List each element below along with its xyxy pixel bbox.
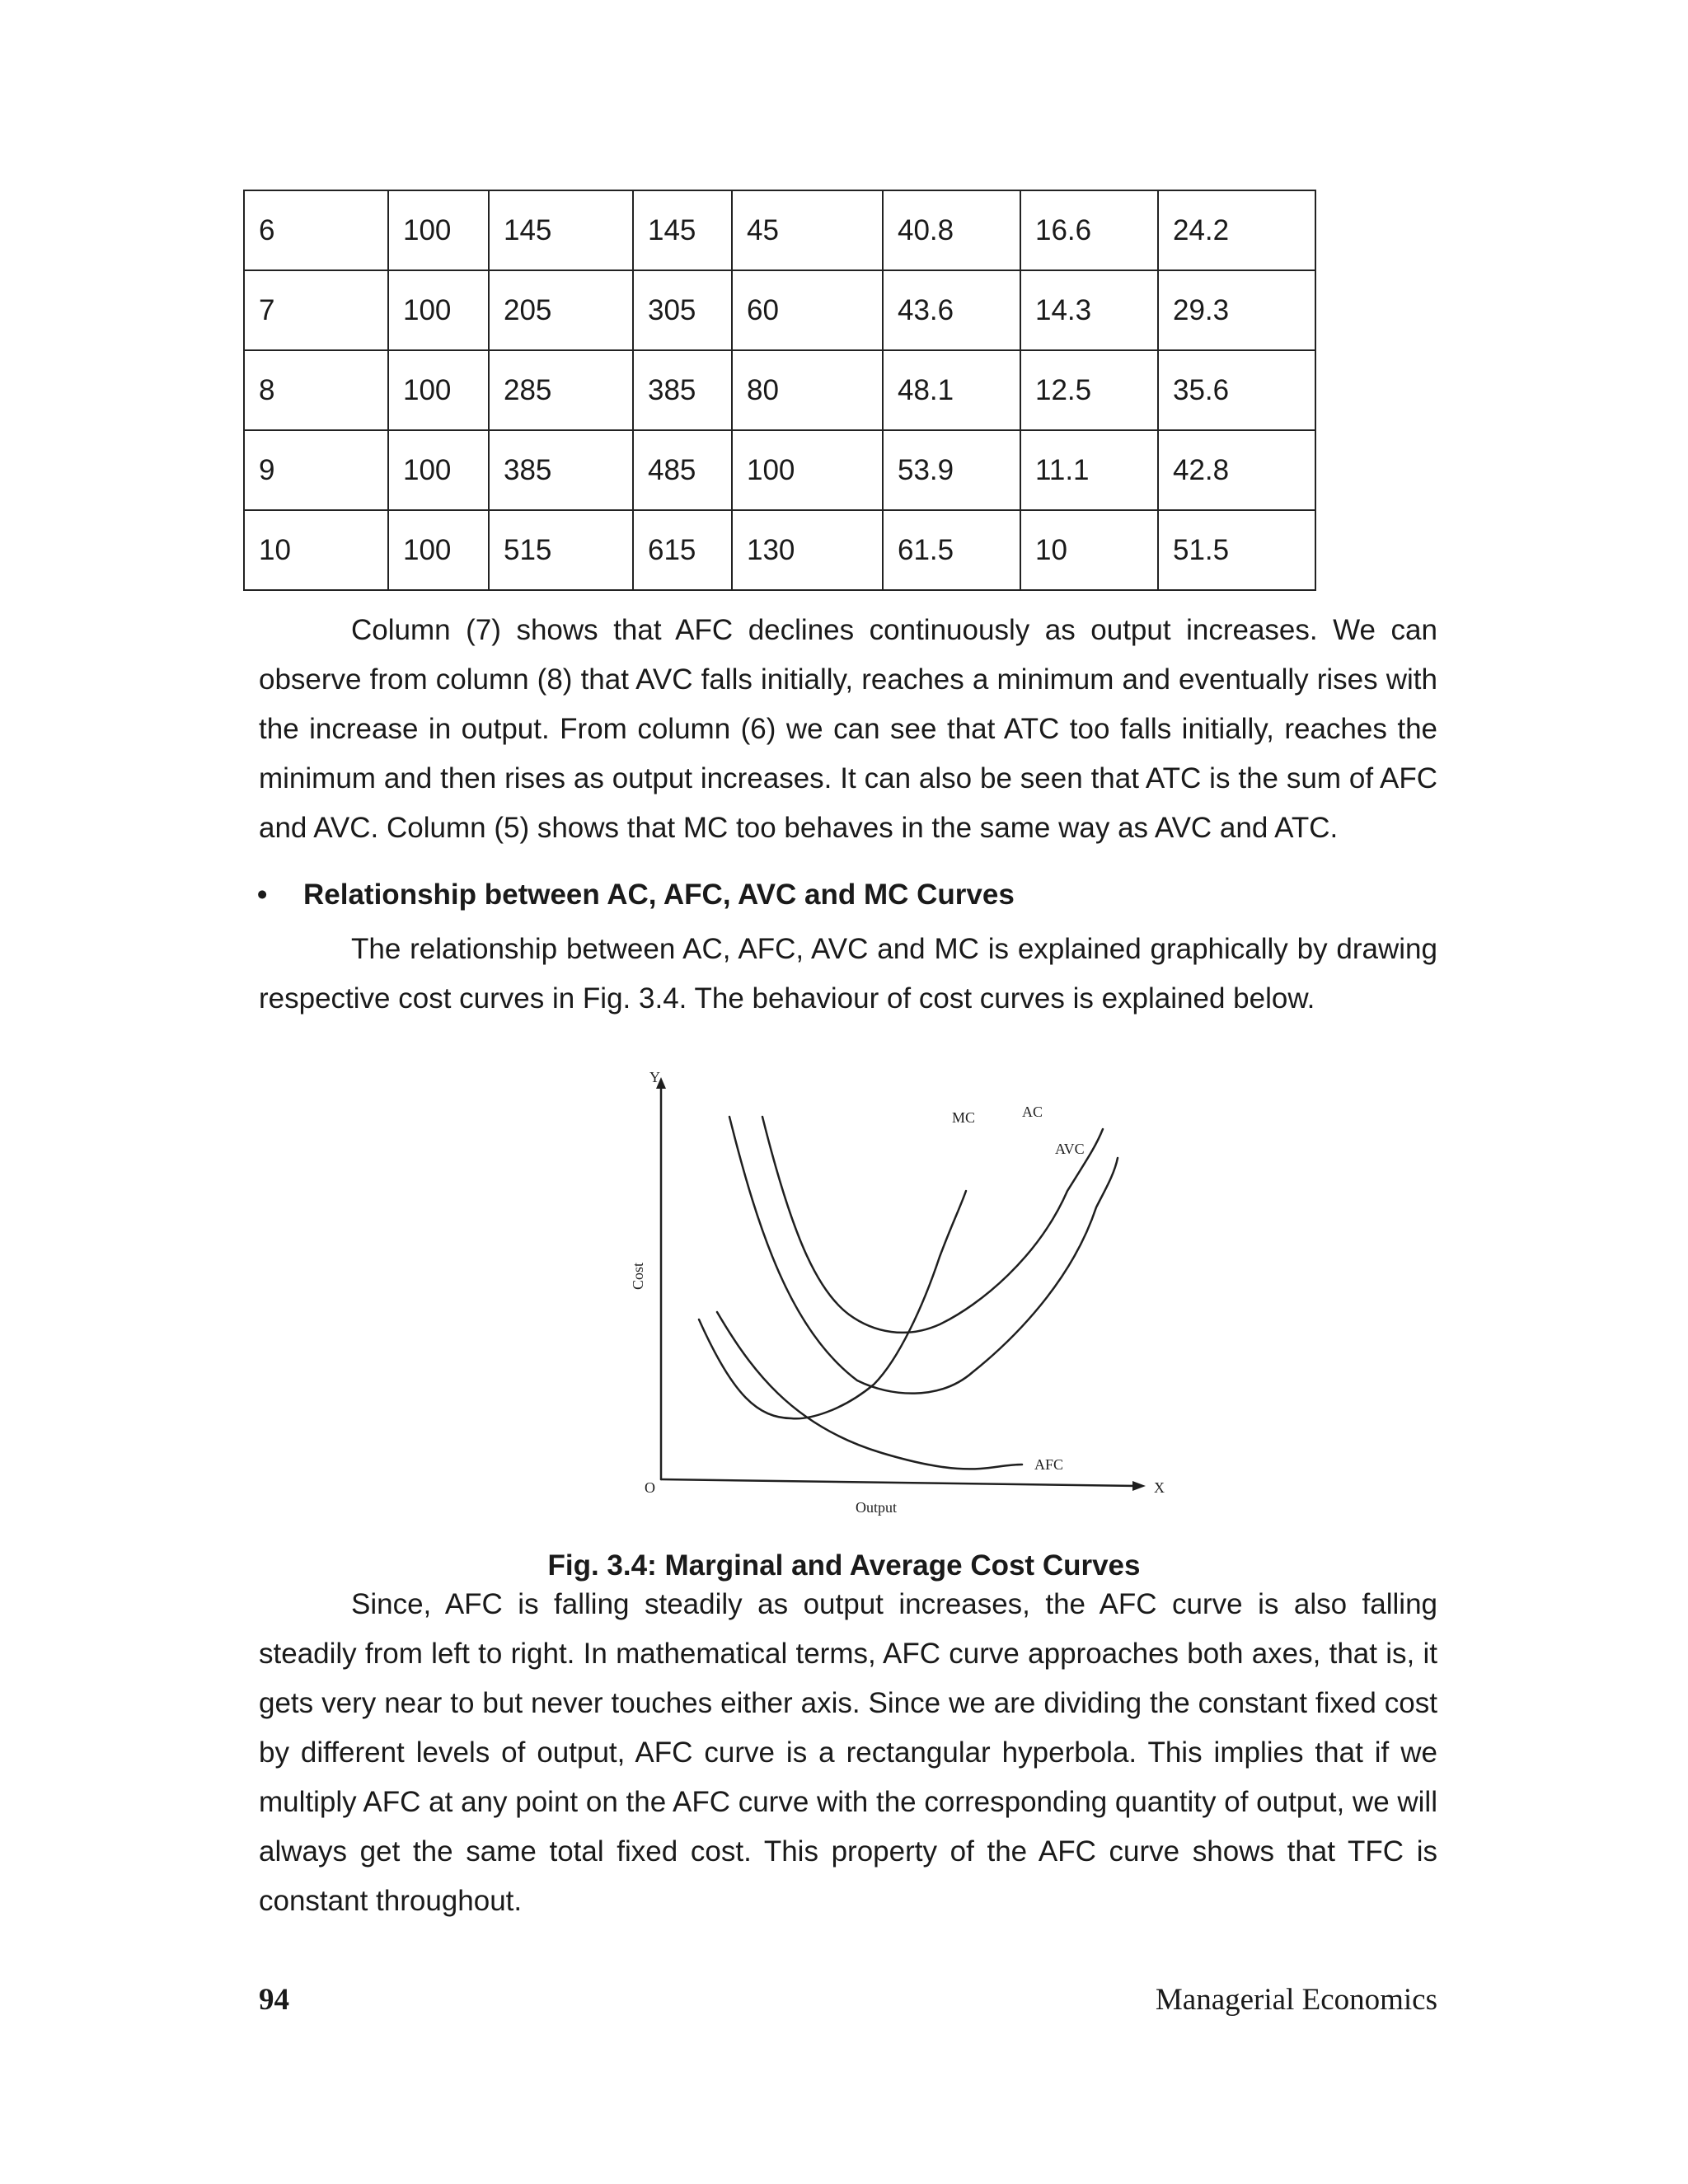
ac-curve-label: AC (1022, 1104, 1043, 1120)
x-axis (661, 1479, 1137, 1486)
table-cell: 385 (489, 430, 633, 510)
paragraph-afc-explanation: Since, AFC is falling steadily as output increases, the AFC curve is also falling steadily from left to right. In mathematical terms, AFC curve approaches both axes, that is, it gets very near to but never touches either axis. Since we are dividing the constant fixed cost by different levels of output, AFC curve is a rectangular hyperbola. This implies that if we multiply AFC at any point on the AFC curve with the corresponding quantity of output, we will always get the same total fixed cost. This property of the AFC curve shows that TFC is constant throughout. (259, 1588, 1437, 1917)
table-cell: 205 (489, 270, 633, 350)
page-number: 94 (259, 1983, 289, 2017)
book-title: Managerial Economics (1155, 1983, 1437, 2017)
table-cell: 43.6 (883, 270, 1020, 350)
table-cell: 6 (244, 190, 388, 270)
mc-curve (729, 1117, 1118, 1394)
table-body (244, 190, 1315, 590)
table-cell: 385 (633, 350, 732, 430)
table-cell: 100 (732, 430, 883, 510)
table-cell: 100 (388, 430, 489, 510)
table-cell: 100 (388, 270, 489, 350)
cost-curves-figure (626, 1067, 1170, 1529)
table-cell: 145 (489, 190, 633, 270)
afc-curve-label: AFC (1034, 1456, 1064, 1473)
table-cell: 45 (732, 190, 883, 270)
table-cell: 100 (388, 190, 489, 270)
table-cell: 48.1 (883, 350, 1020, 430)
afc-curve (717, 1312, 1022, 1469)
cost-curves-diagram (626, 1067, 1170, 1529)
figure-caption: Fig. 3.4: Marginal and Average Cost Curves (547, 1549, 1141, 1582)
table-cell: 29.3 (1158, 270, 1315, 350)
table-cell: 145 (633, 190, 732, 270)
table-cell: 285 (489, 350, 633, 430)
table-cell: 8 (244, 350, 388, 430)
table-cell: 51.5 (1158, 510, 1315, 590)
y-axis-title: Cost (630, 1262, 646, 1290)
table-cell: 515 (489, 510, 633, 590)
table-cell: 80 (732, 350, 883, 430)
table-cell: 24.2 (1158, 190, 1315, 270)
table-cell: 485 (633, 430, 732, 510)
section-heading-text: Relationship between AC, AFC, AVC and MC Curves (303, 879, 1015, 911)
table-cell: 11.1 (1020, 430, 1158, 510)
table-cell: 305 (633, 270, 732, 350)
table-cell: 35.6 (1158, 350, 1315, 430)
ac-curve (762, 1117, 1103, 1333)
table-cell: 40.8 (883, 190, 1020, 270)
x-axis-letter: X (1154, 1479, 1165, 1496)
bullet-icon: • (257, 879, 268, 911)
table-cell: 53.9 (883, 430, 1020, 510)
paragraph-column-explanation: Column (7) shows that AFC declines continuously as output increases. We can observe from column (8) that AVC falls initially, reaches a minimum and eventually rises with the increase in output. From column (6) we can see that ATC too falls initially, reaches the minimum and then rises as output increases. It can also be seen that ATC is the sum of AFC and AVC. Column (5) shows that MC too behaves in the same way as AVC and ATC. (259, 614, 1437, 844)
table-cell: 100 (388, 510, 489, 590)
table-cell: 10 (1020, 510, 1158, 590)
x-axis-title: Output (856, 1499, 898, 1516)
table-cell: 7 (244, 270, 388, 350)
table-cell: 12.5 (1020, 350, 1158, 430)
table-cell: 16.6 (1020, 190, 1158, 270)
avc-curve-label: AVC (1055, 1141, 1085, 1157)
table-row (244, 270, 1315, 350)
table-cell: 615 (633, 510, 732, 590)
mc-curve-label: MC (952, 1109, 976, 1126)
x-axis-arrow (1132, 1481, 1146, 1491)
avc-curve (699, 1191, 966, 1418)
paragraph-relationship-intro: The relationship between AC, AFC, AVC and MC is explained graphically by drawing respective cost curves in Fig. 3.4. The behaviour of cost curves is explained below. (259, 933, 1437, 1015)
y-axis-letter: Y (649, 1069, 660, 1085)
table-cell: 130 (732, 510, 883, 590)
cost-table (243, 190, 1316, 591)
table-row (244, 350, 1315, 430)
table-cell: 14.3 (1020, 270, 1158, 350)
table-cell: 100 (388, 350, 489, 430)
origin-label: O (645, 1479, 655, 1496)
table-cell: 60 (732, 270, 883, 350)
table-cell: 42.8 (1158, 430, 1315, 510)
table-row (244, 510, 1315, 590)
table-row (244, 430, 1315, 510)
section-heading (257, 879, 1015, 912)
table-cell: 10 (244, 510, 388, 590)
table-row (244, 190, 1315, 270)
table-cell: 9 (244, 430, 388, 510)
table-cell: 61.5 (883, 510, 1020, 590)
